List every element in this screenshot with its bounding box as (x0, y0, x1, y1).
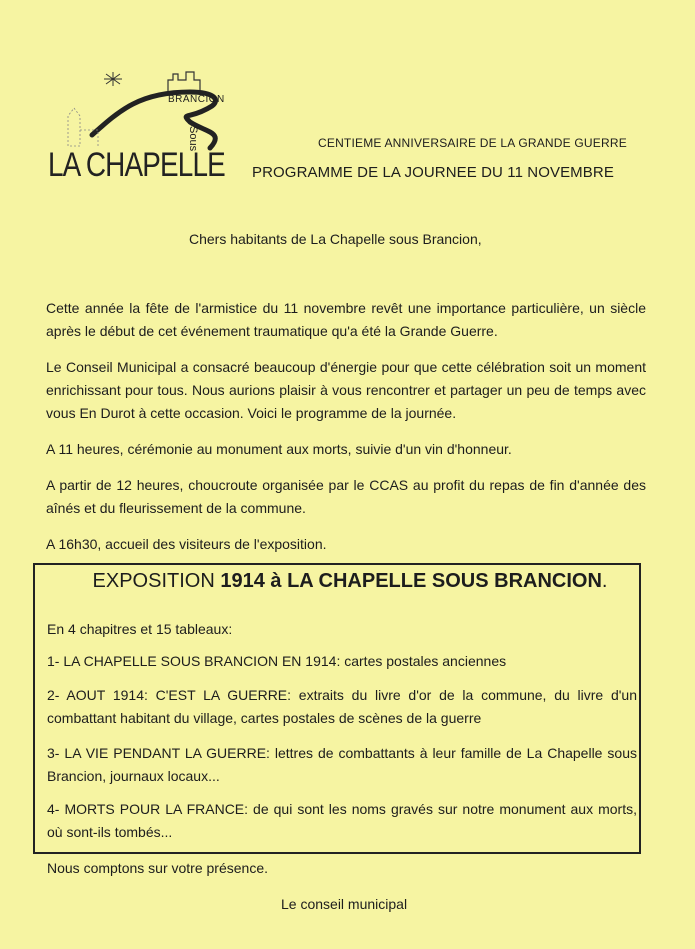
logo-name: LA CHAPELLE (48, 146, 225, 184)
paragraph: A 11 heures, cérémonie au monument aux morts, suivie d'un vin d'honneur. (46, 441, 512, 457)
exposition-intro: En 4 chapitres et 15 tableaux: (47, 621, 233, 637)
chapter-item: 3- LA VIE PENDANT LA GUERRE: lettres de combattants à leur famille de La Chapelle sous Brancion, journaux locaux... (47, 745, 637, 784)
greeting: Chers habitants de La Chapelle sous Brancion, (189, 231, 482, 247)
closing-line: Nous comptons sur votre présence. (47, 860, 268, 876)
header-title: PROGRAMME DE LA JOURNEE DU 11 NOVEMBRE (252, 164, 614, 181)
logo-sous: Sous (187, 126, 199, 152)
star-icon (104, 72, 122, 86)
header-subtitle: CENTIEME ANNIVERSAIRE DE LA GRANDE GUERRE (318, 136, 627, 150)
church-icon (68, 108, 98, 146)
chapter-item: 1- LA CHAPELLE SOUS BRANCION EN 1914: cartes postales anciennes (47, 653, 507, 669)
signature: Le conseil municipal (281, 896, 408, 912)
paragraph: Cette année la fête de l'armistice du 11 novembre revêt une importance particulière, un siècle après le début de cet événement traumatique qu'a été la Grande Guerre. (46, 300, 646, 339)
exposition-title: EXPOSITION 1914 à LA CHAPELLE SOUS BRANCION. (92, 570, 608, 592)
chapter-item: 2- AOUT 1914: C'EST LA GUERRE: extraits du livre d'or de la commune, du livre d'un combattant habitant du village, cartes postales de scènes de la guerre (47, 687, 637, 726)
castle-icon (168, 72, 200, 92)
chapter-item: 4- MORTS POUR LA FRANCE: de qui sont les noms gravés sur notre monument aux morts, où sont-ils tombés... (47, 801, 637, 840)
paragraph: Le Conseil Municipal a consacré beaucoup d'énergie pour que cette célébration soit un moment enrichissant pour tous. Nous aurions plaisir à vous rencontrer et partager un peu de temps avec vous En Durot à cette occasion. Voici le programme de la journée. (46, 359, 646, 421)
paragraph: A 16h30, accueil des visiteurs de l'exposition. (46, 536, 327, 552)
paragraph: A partir de 12 heures, choucroute organisée par le CCAS au profit du repas de fin d'année des aînés et du fleurissement de la commune. (46, 477, 646, 516)
logo-brancion: BRANCION (168, 94, 225, 105)
